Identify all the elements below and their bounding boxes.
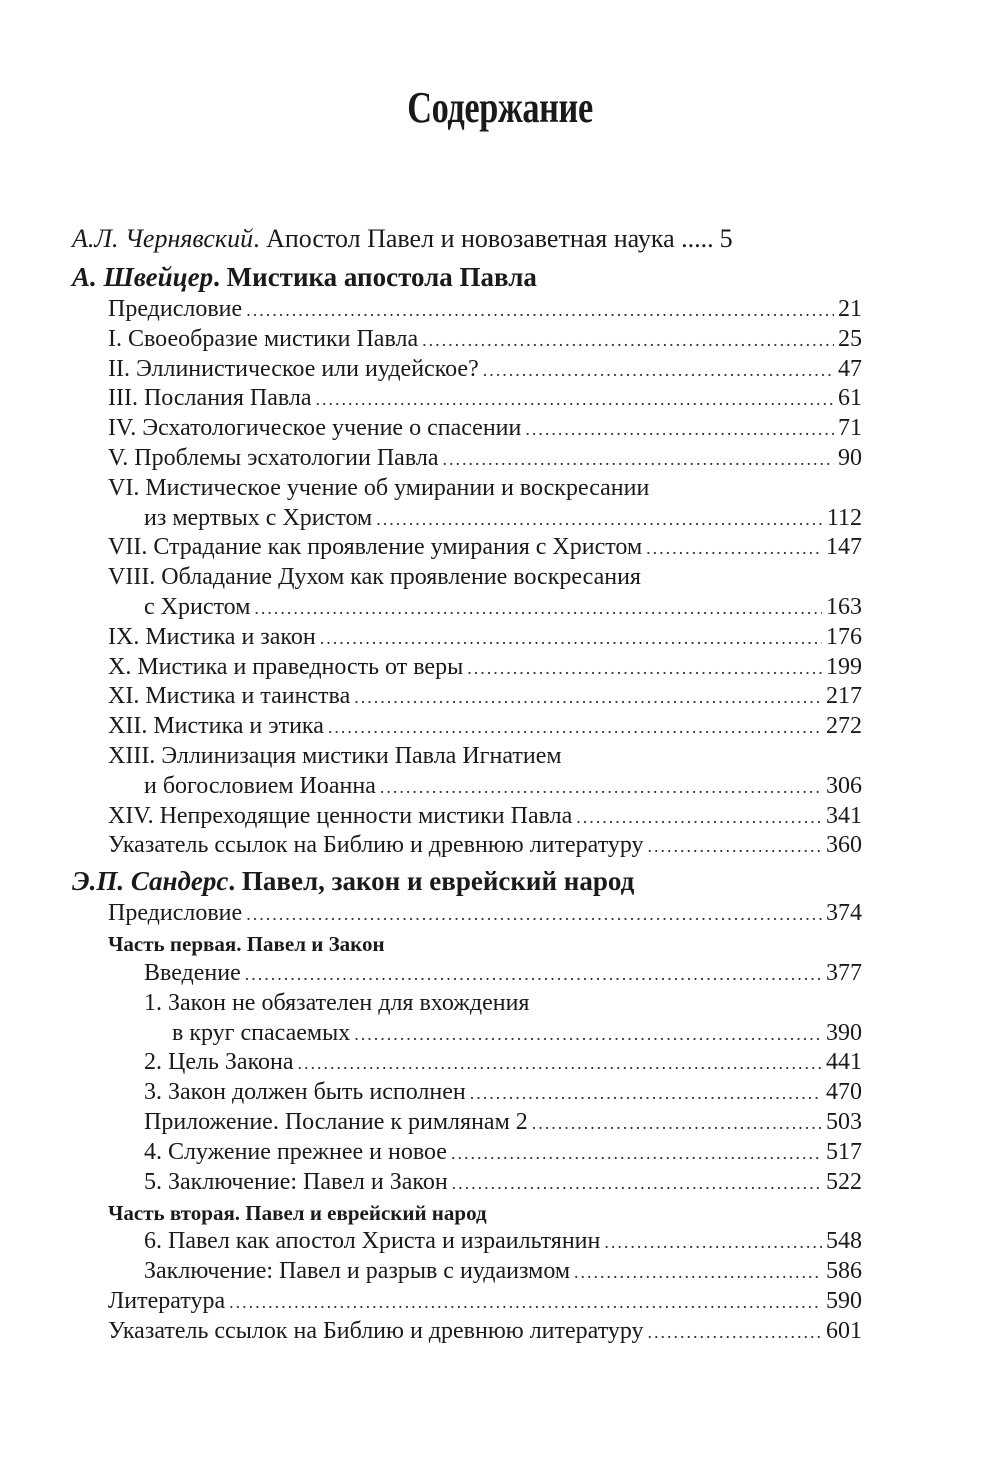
intro-page: 5	[719, 224, 733, 253]
toc-entry[interactable]: XIV. Непреходящие ценности мистики Павла ..... 341	[72, 803, 862, 833]
toc-entry[interactable]: Заключение: Павел и разрыв с иудаизмом ..... 586	[72, 1258, 862, 1288]
toc-entry[interactable]: XI. Мистика и таинства ..... 217	[72, 683, 862, 713]
toc-entry[interactable]: Приложение. Послание к римлянам 2 ..... 503	[72, 1109, 862, 1139]
toc-entry[interactable]: X. Мистика и праведность от веры ..... 199	[72, 654, 862, 684]
toc-entry[interactable]: XII. Мистика и этика ..... 272	[72, 713, 862, 743]
toc-entry[interactable]: из мертвых с Христом ..... 112	[72, 505, 862, 535]
section-author: А. Швейцер	[72, 261, 214, 292]
page-title: Содержание	[407, 83, 593, 132]
toc-entry[interactable]: Предисловие ..... 21	[72, 296, 862, 326]
toc-entry[interactable]: I. Своеобразие мистики Павла ..... 25	[72, 326, 862, 356]
toc-entry[interactable]: Указатель ссылок на Библию и древнюю литературу ..... 601	[72, 1318, 862, 1348]
intro-title: . Апостол Павел и новозаветная наука	[253, 224, 675, 253]
toc-entry[interactable]: 5. Заключение: Павел и Закон ..... 522	[72, 1169, 862, 1199]
toc-entry-wrap-line[interactable]: 1. Закон не обязателен для вхождения	[144, 989, 530, 1016]
section-heading-sanders	[72, 862, 862, 900]
toc-entry-wrap-line[interactable]: VIII. Обладание Духом как проявление воскресания	[108, 564, 641, 591]
toc-entry[interactable]: 6. Павел как апостол Христа и израильтянин ..... 548	[72, 1228, 862, 1258]
part-heading: Часть первая. Павел и Закон	[108, 932, 385, 957]
intro-author: А.Л. Чернявский	[72, 224, 254, 253]
toc-entry[interactable]: VII. Страдание как проявление умирания с Христом ..... 147	[72, 534, 862, 564]
section-title: . Павел, закон и еврейский народ	[228, 865, 635, 896]
part-heading: Часть вторая. Павел и еврейский народ	[108, 1200, 487, 1225]
table-of-contents	[72, 224, 862, 1348]
toc-entry[interactable]: Указатель ссылок на Библию и древнюю литературу ..... 360	[72, 832, 862, 862]
toc-entry[interactable]: III. Послания Павла ..... 61	[72, 385, 862, 415]
toc-entry-wrap-line[interactable]: XIII. Эллинизация мистики Павла Игнатием	[108, 742, 562, 769]
toc-entry[interactable]: и богословием Иоанна ..... 306	[72, 773, 862, 803]
toc-entry[interactable]: 2. Цель Закона ..... 441	[72, 1049, 862, 1079]
section-author: Э.П. Сандерс	[72, 865, 229, 896]
toc-entry[interactable]: IX. Мистика и закон ..... 176	[72, 624, 862, 654]
toc-entry[interactable]: с Христом ..... 163	[72, 594, 862, 624]
toc-entry[interactable]: Литература ..... 590	[72, 1288, 862, 1318]
toc-entry[interactable]: в круг спасаемых ..... 390	[72, 1020, 862, 1050]
toc-entry[interactable]: 3. Закон должен быть исполнен ..... 470	[72, 1079, 862, 1109]
toc-entry-intro[interactable]	[72, 224, 862, 258]
toc-entry-wrap-line[interactable]: VI. Мистическое учение об умирании и воскресании	[108, 474, 650, 501]
intro-dots: .....	[674, 224, 714, 253]
toc-entry[interactable]: Предисловие ..... 374	[72, 900, 862, 930]
toc-entry[interactable]: 4. Служение прежнее и новое ..... 517	[72, 1139, 862, 1169]
toc-entry[interactable]: II. Эллинистическое или иудейское? ..... 47	[72, 356, 862, 386]
toc-entry[interactable]: Введение ..... 377	[72, 960, 862, 990]
section-heading-schweitzer	[72, 258, 862, 296]
toc-entry[interactable]: V. Проблемы эсхатологии Павла ..... 90	[72, 445, 862, 475]
section-title: . Мистика апостола Павла	[213, 261, 537, 292]
toc-entry[interactable]: IV. Эсхатологическое учение о спасении ..... 71	[72, 415, 862, 445]
